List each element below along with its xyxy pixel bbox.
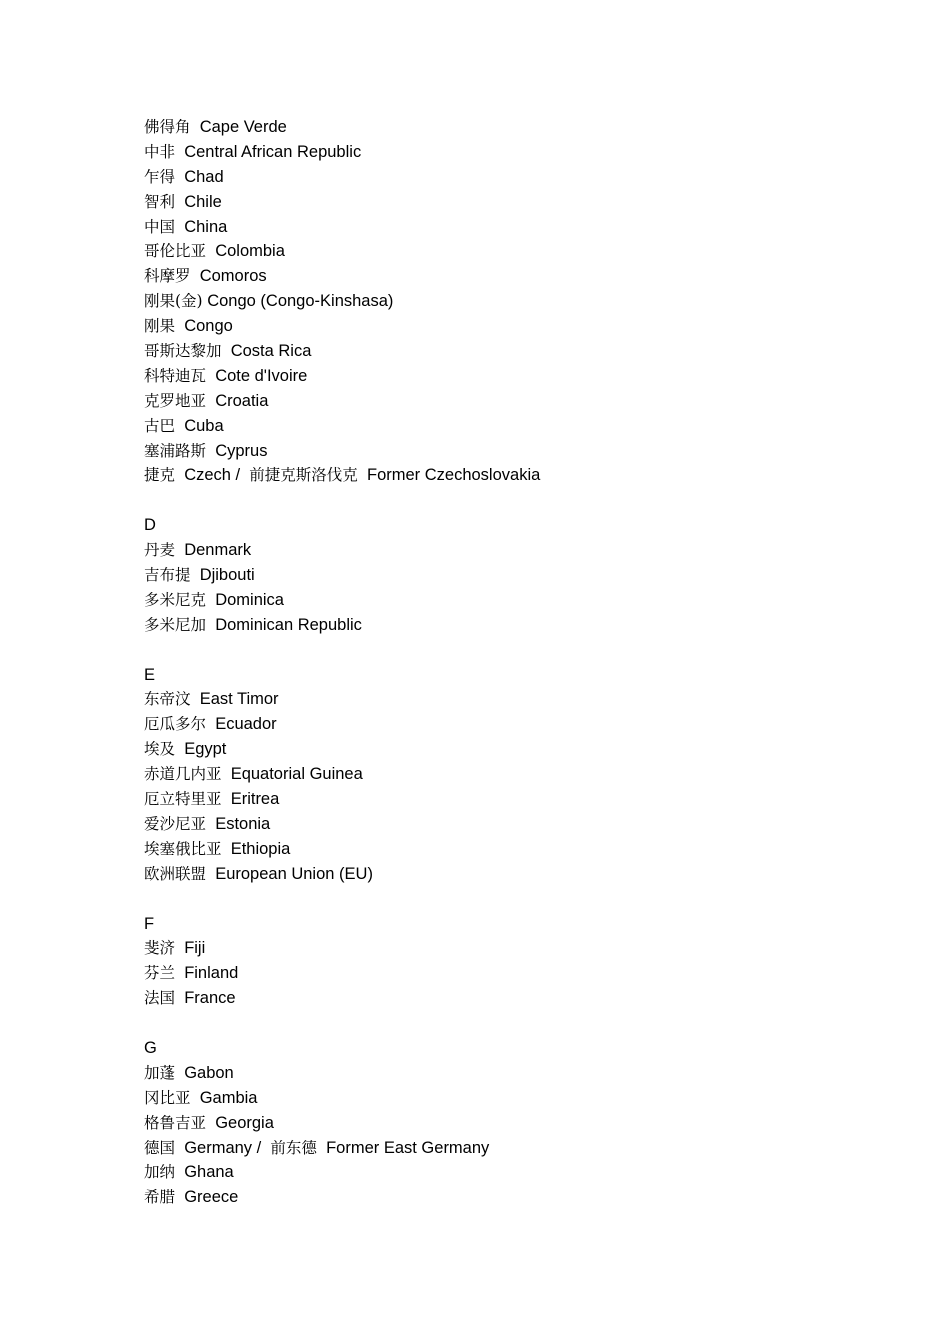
english-name: Georgia <box>215 1113 274 1132</box>
section-letter-e: E <box>144 665 156 684</box>
list-item <box>144 787 844 812</box>
chinese-name: 智利 <box>144 192 176 211</box>
section-spacer <box>144 887 844 912</box>
chinese-name: 捷克 <box>144 466 176 485</box>
list-item <box>144 463 844 488</box>
english-name: European Union (EU) <box>215 864 373 883</box>
chinese-name: 德国 <box>144 1138 176 1157</box>
country-list <box>144 115 844 1210</box>
english-name: France <box>184 989 236 1008</box>
chinese-name: 科特迪瓦 <box>144 366 207 385</box>
list-item <box>144 961 844 986</box>
list-item <box>144 339 844 364</box>
chinese-name: 希腊 <box>144 1188 176 1207</box>
english-name: Croatia <box>215 391 269 410</box>
english-name: Ecuador <box>215 715 277 734</box>
english-name: Ghana <box>184 1163 234 1182</box>
chinese-name: 芬兰 <box>144 964 176 983</box>
english-name: Comoros <box>199 267 267 286</box>
chinese-name: 中非 <box>144 142 176 161</box>
section-spacer <box>144 488 844 513</box>
list-item <box>144 314 844 339</box>
english-name: Denmark <box>184 541 252 560</box>
chinese-name: 吉布提 <box>144 566 191 585</box>
list-item <box>144 1185 844 1210</box>
list-item <box>144 1111 844 1136</box>
chinese-name: 哥伦比亚 <box>144 242 207 261</box>
chinese-name: 加纳 <box>144 1163 176 1182</box>
english-name: Cote d'Ivoire <box>215 366 308 385</box>
chinese-name: 埃及 <box>144 740 176 759</box>
list-item <box>144 712 844 737</box>
english-name: Equatorial Guinea <box>230 765 363 784</box>
english-name: Cuba <box>184 416 224 435</box>
english-name: Gambia <box>199 1088 258 1107</box>
english-name: Congo (Congo-Kinshasa) <box>207 292 394 311</box>
chinese-name: 佛得角 <box>144 118 191 136</box>
english-name: Chile <box>184 192 222 211</box>
english-name: Dominican Republic <box>215 615 362 634</box>
english-name: Djibouti <box>199 566 255 585</box>
english-name: Germany / <box>184 1138 262 1157</box>
english-name: Central African Republic <box>184 142 362 161</box>
chinese-name: 刚果(金) <box>144 292 203 311</box>
chinese-name: 多米尼克 <box>144 590 207 609</box>
english-former-name: Former East Germany <box>326 1138 490 1157</box>
english-name: Czech / <box>184 466 241 485</box>
chinese-name: 法国 <box>144 989 176 1008</box>
chinese-name: 塞浦路斯 <box>144 441 207 460</box>
english-name: Costa Rica <box>230 342 312 361</box>
list-item <box>144 364 844 389</box>
list-item <box>144 115 844 140</box>
chinese-name: 克罗地亚 <box>144 391 207 410</box>
chinese-name: 科摩罗 <box>144 267 191 286</box>
chinese-former-name: 前东德 <box>270 1138 317 1157</box>
section-letter-g: G <box>144 1038 157 1057</box>
section-spacer <box>144 638 844 663</box>
list-item <box>144 538 844 563</box>
chinese-name: 埃塞俄比亚 <box>144 839 222 858</box>
english-name: Greece <box>184 1188 239 1207</box>
english-name: Congo <box>184 317 233 336</box>
english-name: Gabon <box>184 1063 234 1082</box>
list-item <box>144 812 844 837</box>
chinese-name: 古巴 <box>144 416 176 435</box>
english-name: Chad <box>184 167 224 186</box>
list-item <box>144 190 844 215</box>
list-item <box>144 837 844 862</box>
list-item <box>144 762 844 787</box>
chinese-name: 丹麦 <box>144 541 176 560</box>
list-item <box>144 439 844 464</box>
english-name: China <box>184 217 228 236</box>
section-letter-d: D <box>144 516 156 535</box>
section-spacer <box>144 1011 844 1036</box>
english-name: Egypt <box>184 740 227 759</box>
list-item <box>144 140 844 165</box>
chinese-name: 赤道几内亚 <box>144 765 222 784</box>
chinese-name: 厄立特里亚 <box>144 790 222 809</box>
english-former-name: Former Czechoslovakia <box>366 466 541 485</box>
list-item <box>144 936 844 961</box>
chinese-name: 东帝汶 <box>144 690 191 709</box>
list-item <box>144 1136 844 1161</box>
list-item <box>144 737 844 762</box>
chinese-name: 刚果 <box>144 317 176 336</box>
list-item <box>144 563 844 588</box>
english-name: Finland <box>184 964 239 983</box>
english-name: Dominica <box>215 590 284 609</box>
chinese-name: 哥斯达黎加 <box>144 342 222 361</box>
list-item <box>144 1061 844 1086</box>
list-item <box>144 862 844 887</box>
list-item <box>144 1086 844 1111</box>
chinese-name: 冈比亚 <box>144 1088 191 1107</box>
chinese-name: 厄瓜多尔 <box>144 715 207 734</box>
chinese-former-name: 前捷克斯洛伐克 <box>249 466 358 485</box>
english-name: Eritrea <box>230 790 280 809</box>
list-item <box>144 165 844 190</box>
english-name: Colombia <box>215 242 285 261</box>
list-item <box>144 687 844 712</box>
list-item <box>144 613 844 638</box>
english-name: Cape Verde <box>199 118 287 136</box>
english-name: Fiji <box>184 939 206 958</box>
list-item <box>144 986 844 1011</box>
chinese-name: 加蓬 <box>144 1063 176 1082</box>
section-letter-f: F <box>144 914 155 933</box>
english-name: Estonia <box>215 814 271 833</box>
english-name: Ethiopia <box>230 839 291 858</box>
english-name: East Timor <box>199 690 279 709</box>
list-item <box>144 215 844 240</box>
list-item <box>144 414 844 439</box>
chinese-name: 多米尼加 <box>144 615 207 634</box>
chinese-name: 斐济 <box>144 939 176 958</box>
list-item <box>144 264 844 289</box>
list-item <box>144 1160 844 1185</box>
list-item <box>144 239 844 264</box>
chinese-name: 欧洲联盟 <box>144 864 207 883</box>
list-item <box>144 289 844 314</box>
list-item <box>144 389 844 414</box>
chinese-name: 格鲁吉亚 <box>144 1113 207 1132</box>
list-item <box>144 588 844 613</box>
chinese-name: 爱沙尼亚 <box>144 814 207 833</box>
chinese-name: 乍得 <box>144 167 176 186</box>
chinese-name: 中国 <box>144 217 176 236</box>
english-name: Cyprus <box>215 441 268 460</box>
